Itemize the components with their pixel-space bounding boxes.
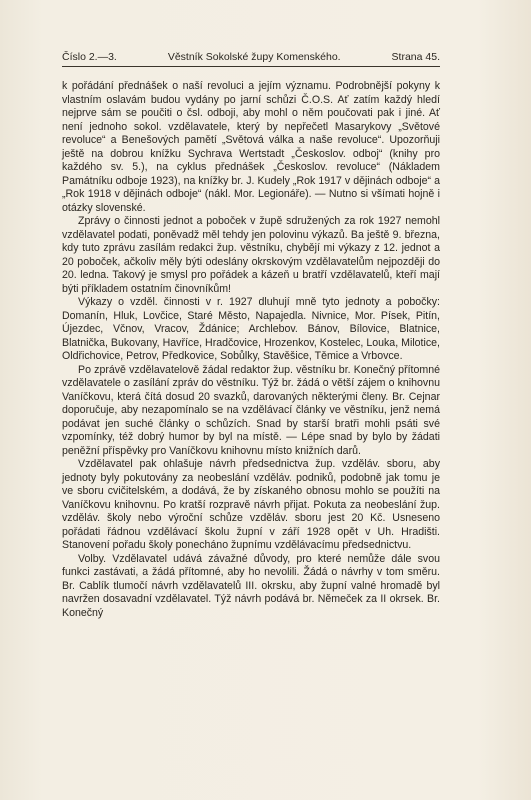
paragraph: k pořádání přednášek o naší revoluci a jejím významu. Podrobnější pokyny k vlastním oslavám budou vydány po jarní schůzi Č.O.S. Ať zatím každý hledí nejprve sám se poučiti o čsl. odboji, aby mohl o něm poučovati pak i jiné. Ať není jednoho sokol. vzdělavatele, který by nepřečetl Masarykovy „Světové revoluce“ a Benešových pamětí „Světová válka a naše revoluce“. Upozorňuji ještě na dobrou knížku Sychrava Wertstadt „Českoslov. odboj“ (knihy pro každého sv. 5.), na cyklus přednášek „Českoslov. revoluce“ (Nákladem Památníku odboje 1923), na knížky br. J. Kudely „Rok 1917 v dějinách odboje“ a „Rok 1918 v dějinách odboje“ (nákl. Mor. Legionáře). — Nutno si všímati hojně i otázky slovenské. (62, 80, 440, 214)
paragraph: Výkazy o vzděl. činnosti v r. 1927 dluhují mně tyto jednoty a pobočky: Domanín, Hluk, Lovčice, Staré Město, Napajedla. Nivnice, Mor. Písek, Pitín, Újezdec, Včnov, Vracov, Ždánice; Archlebov. Bánov, Bílovice, Blatnice, Blatnička, Bukovany, Havříce, Hradčovice, Hrozenkov, Kostelec, Louka, Milotice, Oldřichovice, Petrov, Předkovice, Sobůlky, Stavěšice, Těmice a Vrbovce. (62, 296, 440, 362)
paragraph: Volby. Vzdělavatel udává závažné důvody, pro které nemůže dále svou funkci zastávati, a žádá přítomné, aby ho nevolili. Žádá o návrhy v tom směru. Br. Cablík tlumočí návrh vzdělavatelů III. okrsku, aby župní valné hromadě byl navržen dosavadní vzdělavatel. Týž návrh podává br. Němeček za II okrsek. Br. Konečný (62, 552, 440, 619)
paragraph: Vzdělavatel pak ohlašuje návrh předsednictva žup. vzděláv. sboru, aby jednoty byly pokutovány za neobeslání vzděláv. podniků, podobně jak tomu je ve sboru cvičitelském, a dodává, že by získaného obnosu mohlo se použíti na Vaníčkovu knihovnu. Po kratší rozpravě návrh přijat. Pokuta za neobeslání žup. vzděláv. školy nebo výroční schůze vzděláv. sboru jest 20 Kč. Usneseno pořádati řádnou vzdělávací školu župní v září 1928 opět v Uh. Hradišti. Stanovení pořadu školy ponecháno župnímu vzdělávacímu předsednictvu. (62, 458, 440, 551)
body-text (62, 80, 440, 620)
page-number: Strana 45. (391, 51, 440, 63)
journal-title: Věstník Sokolské župy Komenského. (167, 51, 341, 63)
issue-number: Číslo 2.—3. (62, 51, 117, 63)
paragraph: Zprávy o činnosti jednot a poboček v župě sdružených za rok 1927 nemohl vzdělavatel podati, poněvadž měl tehdy jen polovinu výkazů. Ba ještě 9. března, kdy tuto zprávu zasílám redakci žup. věstníku, chybějí mi výkazy z 12. jednot a 20 poboček, ačkoliv měly býti odeslány okrskovým vzdělavatelům nejpozději do 20. ledna. Takový je smysl pro pořádek a kázeň u bratří vzdělavatelů, kteří mají býti příkladem ostatním činovníkům! (62, 215, 440, 295)
page-header (62, 51, 440, 67)
paragraph: Po zprávě vzdělavatelově žádal redaktor žup. věstníku br. Konečný přítomné vzdělavatele o zasílání zpráv do věstníku. Týž br. žádá o větší zájem o knihovnu Vaníčkovu, která čítá dosud 20 svazků, darovaných některými členy. Br. Cejnar doporučuje, aby nezapomínalo se na vzdělávací články ve věstníku, jenž nemá podávat jen suché články o schůzích. Snad by starší bratři mohli psáti své vzpomínky, též dobrý humor by byl na místě. — Lépe snad by bylo by žádati peněžní příspěvky pro Vaníčkovu knihovnu místo knižních darů. (62, 363, 440, 457)
